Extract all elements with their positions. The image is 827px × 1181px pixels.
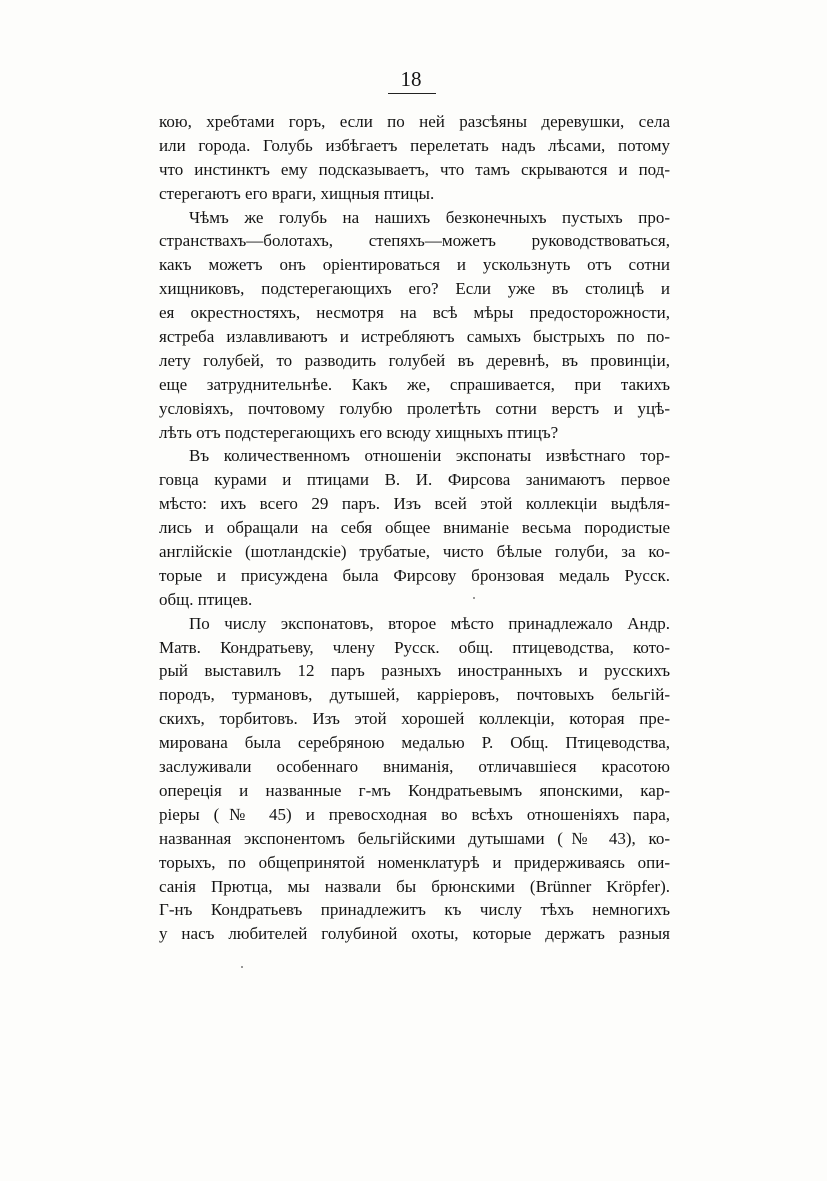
text-line: что инстинктъ ему подсказываетъ, что тамъ скрываются и под- — [159, 159, 670, 179]
text-line: лѣть отъ подстерегающихъ его всюду хищныхъ птицъ? — [159, 422, 559, 442]
text-line: у насъ любителей голубиной охоты, которые держатъ разныя — [159, 924, 670, 944]
text-line: скихъ, торбитовъ. Изъ этой хорошей коллекціи, которая пре- — [159, 709, 670, 729]
text-line: Матв. Кондратьеву, члену Русск. общ. птицеводства, кото- — [159, 637, 670, 657]
text-line: торыхъ, по общепринятой номенклатурѣ и придерживаясь опи- — [159, 852, 670, 872]
text-line: опереція и названные г-мъ Кондратьевымъ японскими, кар- — [159, 780, 670, 800]
text-line: санія Прютца, мы назвали бы брюнскими (Brünner Kröpfer). — [159, 876, 670, 896]
text-line: кою, хребтами горъ, если по ней разсѣяны деревушки, села — [159, 112, 670, 131]
ink-speck — [473, 597, 475, 599]
text-line: По числу экспонатовъ, второе мѣсто принадлежало Андр. — [189, 613, 670, 633]
text-line: Въ количественномъ отношеніи экспонаты извѣстнаго тор- — [189, 446, 670, 466]
text-line: мирована была серебряною медалью Р. Общ. Птицеводства, — [159, 733, 670, 753]
text-line: хищниковъ, подстерегающихъ его? Если уже въ столицѣ и — [159, 279, 670, 299]
text-line: еще затруднительнѣе. Какъ же, спрашивается, при такихъ — [159, 374, 670, 394]
text-line: или города. Голубь избѣгаетъ перелетать надъ лѣсами, потому — [159, 135, 670, 155]
text-line: породъ, турмановъ, дутышей, карріеровъ, почтовыхъ бельгій- — [159, 685, 670, 705]
body-text — [159, 110, 670, 946]
page-number: 18 — [400, 67, 422, 91]
text-line: ястреба излавливаютъ и истребляютъ самыхъ быстрыхъ по по- — [159, 327, 670, 347]
text-line: Г-нъ Кондратьевъ принадлежитъ къ числу тѣхъ немногихъ — [159, 900, 670, 920]
page-number-rule — [388, 93, 436, 94]
text-line: заслуживали особеннаго вниманія, отличавшіеся красотою — [159, 757, 670, 777]
text-line: Чѣмъ же голубь на нашихъ безконечныхъ пустыхъ про- — [189, 207, 670, 227]
text-line: условіяхъ, почтовому голубю пролетѣть сотни верстъ и уцѣ- — [159, 398, 670, 418]
ink-speck — [241, 966, 243, 968]
text-line: лись и обращали на себя общее вниманіе весьма породистые — [159, 518, 670, 538]
text-line: странствахъ—болотахъ, степяхъ—можетъ руководствоваться, — [159, 231, 670, 251]
text-line: торые и присуждена была Фирсову бронзовая медаль Русск. — [159, 565, 670, 585]
text-line: ріеры (№ 45) и превосходная во всѣхъ отношеніяхъ пара, — [159, 804, 670, 824]
text-line: лету голубей, то разводить голубей въ деревнѣ, въ провинціи, — [159, 350, 670, 370]
text-line: говца курами и птицами В. И. Фирсова занимаютъ первое — [159, 470, 670, 490]
text-line: какъ можетъ онъ оріентироваться и ускользнуть отъ сотни — [159, 255, 670, 275]
text-line: общ. птицев. — [159, 589, 253, 609]
text-line: названная экспонентомъ бельгійскими дутышами (№ 43), ко- — [159, 828, 670, 848]
text-line: англійскіе (шотландскіе) трубатые, чисто бѣлые голуби, за ко- — [159, 542, 670, 562]
text-line: стерегаютъ его враги, хищныя птицы. — [159, 183, 435, 203]
text-line: ея окрестностяхъ, несмотря на всѣ мѣры предосторожности, — [159, 303, 670, 323]
text-line: рый выставилъ 12 паръ разныхъ иностранныхъ и русскихъ — [159, 661, 670, 681]
text-line: мѣсто: ихъ всего 29 паръ. Изъ всей этой коллекціи выдѣля- — [159, 494, 670, 514]
